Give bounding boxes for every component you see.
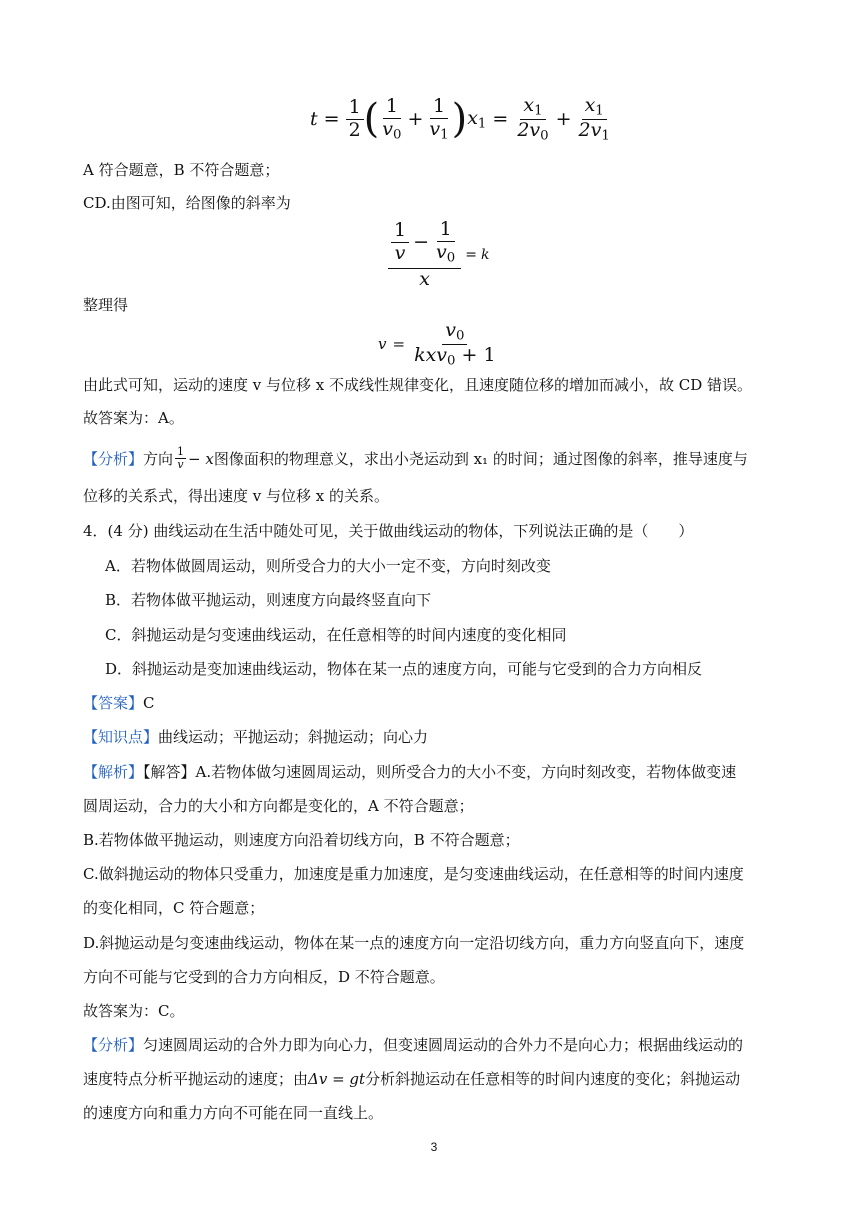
formula-slope: $\frac{1}{v}$ − $\frac{1}{v_0}$ x = k xyxy=(388,226,489,284)
text-line: A 符合题意，B 不符合题意； xyxy=(83,161,280,179)
option-a: A．若物体做圆周运动，则所受合力的大小一定不变，方向时刻改变 xyxy=(105,557,551,575)
text-line: 位移的关系式，得出速度 v 与位移 x 的关系。 xyxy=(83,487,390,505)
analysis-line: 速度特点分析平抛运动的速度；由Δv = gt分析斜抛运动在任意相等的时间内速度的变化；斜抛运动 xyxy=(83,1070,741,1088)
text-line: CD.由图可知，给图像的斜率为 xyxy=(83,194,291,212)
text-line: C.做斜抛运动的物体只受重力，加速度是重力加速度，是匀变速曲线运动，在任意相等的时间内速度 xyxy=(83,865,744,883)
formula-time: t = $\frac{1}{2}$ ( $\frac{1}{v_0}$ + $\frac{1}{v_1}$ ) $x_1$ = $\frac{x_1}{2v_0}$ + $\frac{x_1}{2v_1}$ xyxy=(310,92,613,146)
analysis-line: 【分析】 方向 $\frac{1}{v}$ − x 图像面积的物理意义，求出小尧运动到 x₁ 的时间；通过图像的斜率，推导速度与 xyxy=(83,445,748,472)
explain-line: 【解析】【解答】A.若物体做匀速圆周运动，则所受合力的大小不变，方向时刻改变，若物体做变速 xyxy=(83,763,737,781)
explain-tag: 【解析】 xyxy=(83,763,144,781)
fraction: $\frac{x_1}{2v_1}$ xyxy=(578,93,610,143)
text-line: 方向不可能与它受到的合力方向相反，D 不符合题意。 xyxy=(83,968,445,986)
fraction: $\frac{1}{v}$ xyxy=(177,445,185,472)
text-line: 的变化相同，C 符合题意； xyxy=(83,899,265,917)
formula-var: t xyxy=(310,108,318,130)
analysis-tag: 【分析】 xyxy=(83,1036,144,1054)
option-b: B．若物体做平抛运动，则速度方向最终竖直向下 xyxy=(105,591,432,609)
fraction: $\frac{1}{2}$ xyxy=(346,97,364,142)
option-d: D．斜抛运动是变加速曲线运动，物体在某一点的速度方向，可能与它受到的合力方向相反 xyxy=(105,660,703,678)
text-line: 故答案为：A。 xyxy=(83,409,184,427)
knowledge-tag: 【知识点】 xyxy=(83,728,159,746)
fraction: $\frac{1}{v_0}$ xyxy=(382,94,402,142)
answer-tag: 【答案】 xyxy=(83,694,144,712)
text-line: 圆周运动，合力的大小和方向都是变化的，A 不符合题意； xyxy=(83,797,474,815)
question-stem: 4．(4 分) 曲线运动在生活中随处可见，关于做曲线运动的物体，下列说法正确的是（ ） xyxy=(83,522,694,540)
text-line: 的速度方向和重力方向不可能在同一直线上。 xyxy=(83,1104,384,1122)
knowledge-line: 【知识点】曲线运动；平抛运动；斜抛运动；向心力 xyxy=(83,728,429,746)
answer-line xyxy=(83,693,818,713)
text-line: 故答案为：C。 xyxy=(83,1002,185,1020)
text-line: 由此式可知，运动的速度 v 与位移 x 不成线性规律变化，且速度随位移的增加而减小，故 CD 错误。 xyxy=(83,376,753,394)
formula-inline: Δv = gt xyxy=(308,1070,366,1088)
option-c: C．斜抛运动是匀变速曲线运动，在任意相等的时间内速度的变化相同 xyxy=(105,626,567,644)
answer-value: C xyxy=(143,694,155,712)
page-number: 3 xyxy=(430,1140,438,1154)
fraction: $\frac{1}{v_1}$ xyxy=(429,94,449,142)
text-line: 整理得 xyxy=(83,296,129,314)
text-line: D.斜抛运动是匀变速曲线运动，物体在某一点的速度方向一定沿切线方向，重力方向竖直向下，速度 xyxy=(83,934,745,952)
text-line: B.若物体做平抛运动，则速度方向沿着切线方向，B 不符合题意； xyxy=(83,831,520,849)
formula-velocity: v = $\frac{v_0}{kxv_0 + 1}$ xyxy=(378,320,499,368)
fraction: $\frac{x_1}{2v_0}$ xyxy=(517,93,549,143)
fraction: $\frac{1}{v}$ − $\frac{1}{v_0}$ x xyxy=(388,219,461,290)
analysis-tag: 【分析】 xyxy=(83,449,144,468)
analysis-line: 【分析】匀速圆周运动的合外力即为向心力，但变速圆周运动的合外力不是向心力；根据曲线运动的 xyxy=(83,1036,744,1054)
fraction: $\frac{v_0}{kxv_0 + 1}$ xyxy=(414,318,496,368)
